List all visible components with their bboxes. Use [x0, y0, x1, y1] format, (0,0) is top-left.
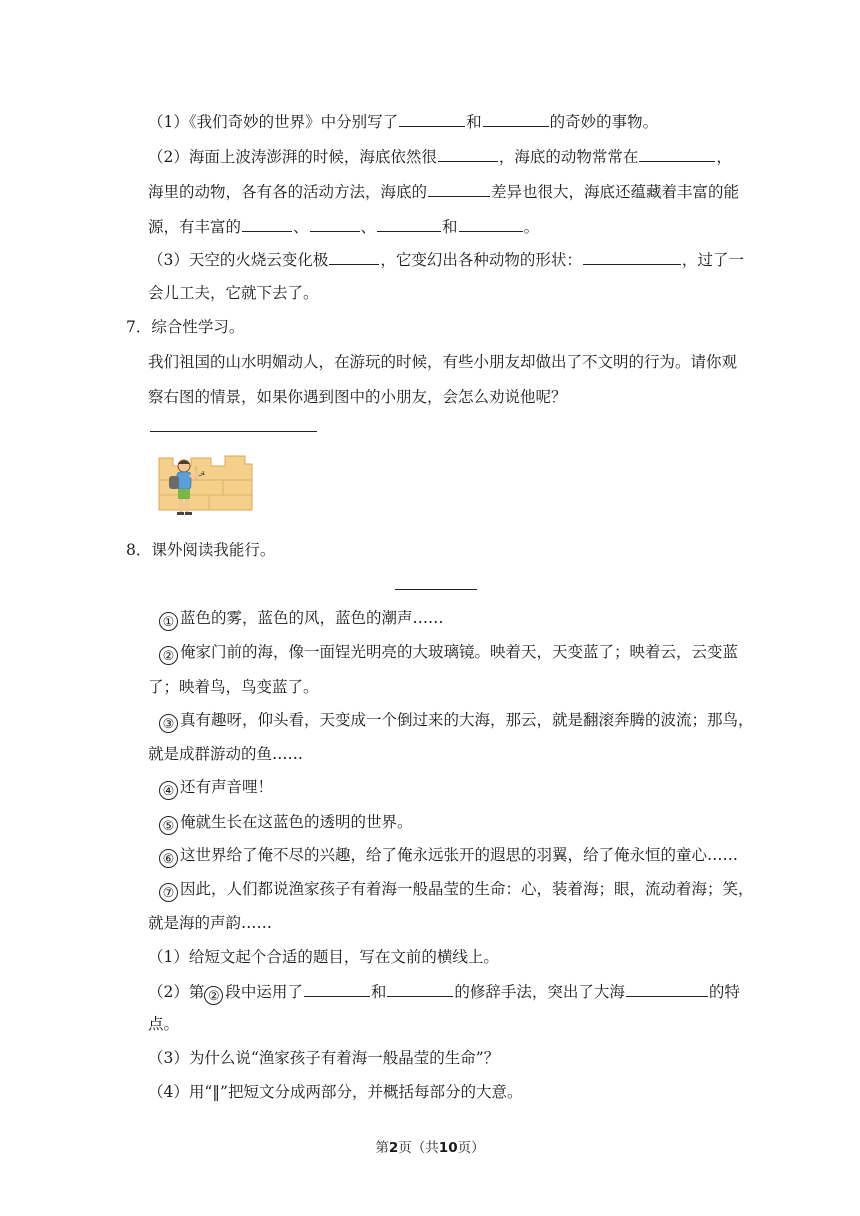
q8-subquestion-2-line1: （2）第 ② 段中运用了 和 的修辞手法，突出了大海 的特 — [148, 980, 740, 1005]
passage-para-3-line1: ③ 真有趣呀，仰头看，天变成一个倒过来的大海，那云，就是翻滚奔腾的波流；那鸟， — [159, 710, 754, 733]
passage-para-7-line1: ⑦ 因此，人们都说渔家孩子有着海一般晶莹的生命：心，装着海；眼，流动着海；笑， — [159, 879, 754, 902]
page-number: 2 — [388, 1140, 399, 1156]
answer-blank[interactable] — [626, 980, 708, 997]
q8-subquestion-2-line2: 点。 — [148, 1015, 180, 1033]
answer-blank[interactable] — [399, 110, 465, 127]
q8-subquestion-4: （4）用“‖”把短文分成两部分，并概括每部分的大意。 — [148, 1083, 523, 1101]
answer-blank[interactable] — [459, 215, 523, 232]
total-pages: 10 — [438, 1140, 458, 1156]
passage-para-1: ① 蓝色的雾，蓝色的风，蓝色的潮声…… — [159, 608, 444, 631]
answer-blank[interactable] — [583, 248, 681, 265]
answer-blank[interactable] — [377, 215, 441, 232]
answer-blank[interactable] — [428, 180, 490, 197]
q7-text-line2: 察右图的情景，如果你遇到图中的小朋友，会怎么劝说他呢？ — [148, 388, 567, 406]
answer-blank[interactable] — [242, 215, 292, 232]
q6-part2-line1: （2）海面上波涛澎湃的时候，海底依然很 ，海底的动物常常在 ， — [148, 145, 732, 167]
title-answer-line[interactable] — [395, 589, 477, 590]
answer-line[interactable] — [150, 431, 317, 432]
q6-part3-line2: 会儿工夫，它就下去了。 — [148, 284, 319, 302]
answer-blank[interactable] — [483, 110, 549, 127]
boy-carving-wall-illustration — [151, 452, 254, 520]
passage-para-6: ⑥ 这世界给了俺不尽的兴趣，给了俺永远张开的遐思的羽翼，给了俺永恒的童心…… — [159, 845, 738, 868]
passage-para-7-line2: 就是海的声韵…… — [148, 914, 273, 932]
q8-subquestion-1: （1）给短文起个合适的题目，写在文前的横线上。 — [148, 948, 499, 966]
answer-blank[interactable] — [387, 980, 453, 997]
passage-para-2-line2: 了；映着鸟，鸟变蓝了。 — [148, 678, 319, 696]
passage-para-5: ⑤ 俺就生长在这蓝色的透明的世界。 — [159, 812, 413, 835]
page-footer: 第2页（共10页） — [375, 1140, 485, 1156]
q8-subquestion-3: （3）为什么说“渔家孩子有着海一般晶莹的生命”？ — [148, 1049, 500, 1067]
passage-para-2-line1: ② 俺家门前的海，像一面锃光明亮的大玻璃镜。映着天，天变蓝了；映着云，云变蓝 — [159, 642, 738, 665]
q6-part1: （1）《我们奇妙的世界》中分别写了 和 的奇妙的事物。 — [148, 110, 658, 132]
passage-para-3-line2: 就是成群游动的鱼…… — [148, 745, 304, 763]
q7-text-line1: 我们祖国的山水明媚动人，在游玩的时候，有些小朋友却做出了不文明的行为。请你观 — [148, 353, 738, 371]
answer-blank[interactable] — [438, 145, 498, 162]
answer-blank[interactable] — [329, 248, 379, 265]
q8-title: 8．课外阅读我能行。 — [126, 541, 276, 559]
answer-blank[interactable] — [304, 980, 370, 997]
q6-part3-line1: （3）天空的火烧云变化极 ，它变幻出各种动物的形状： ，过了一 — [148, 248, 744, 270]
passage-para-4: ④ 还有声音哩！ — [159, 777, 273, 800]
answer-blank[interactable] — [310, 215, 360, 232]
q7-title: 7．综合性学习。 — [126, 318, 245, 336]
q6-part2-line3: 源，有丰富的 、 、 和 。 — [148, 215, 539, 237]
q6-part2-line2: 海里的动物，各有各的活动方法，海底的 差异也很大，海底还蕴藏着丰富的能 — [148, 180, 739, 202]
answer-blank[interactable] — [639, 145, 715, 162]
